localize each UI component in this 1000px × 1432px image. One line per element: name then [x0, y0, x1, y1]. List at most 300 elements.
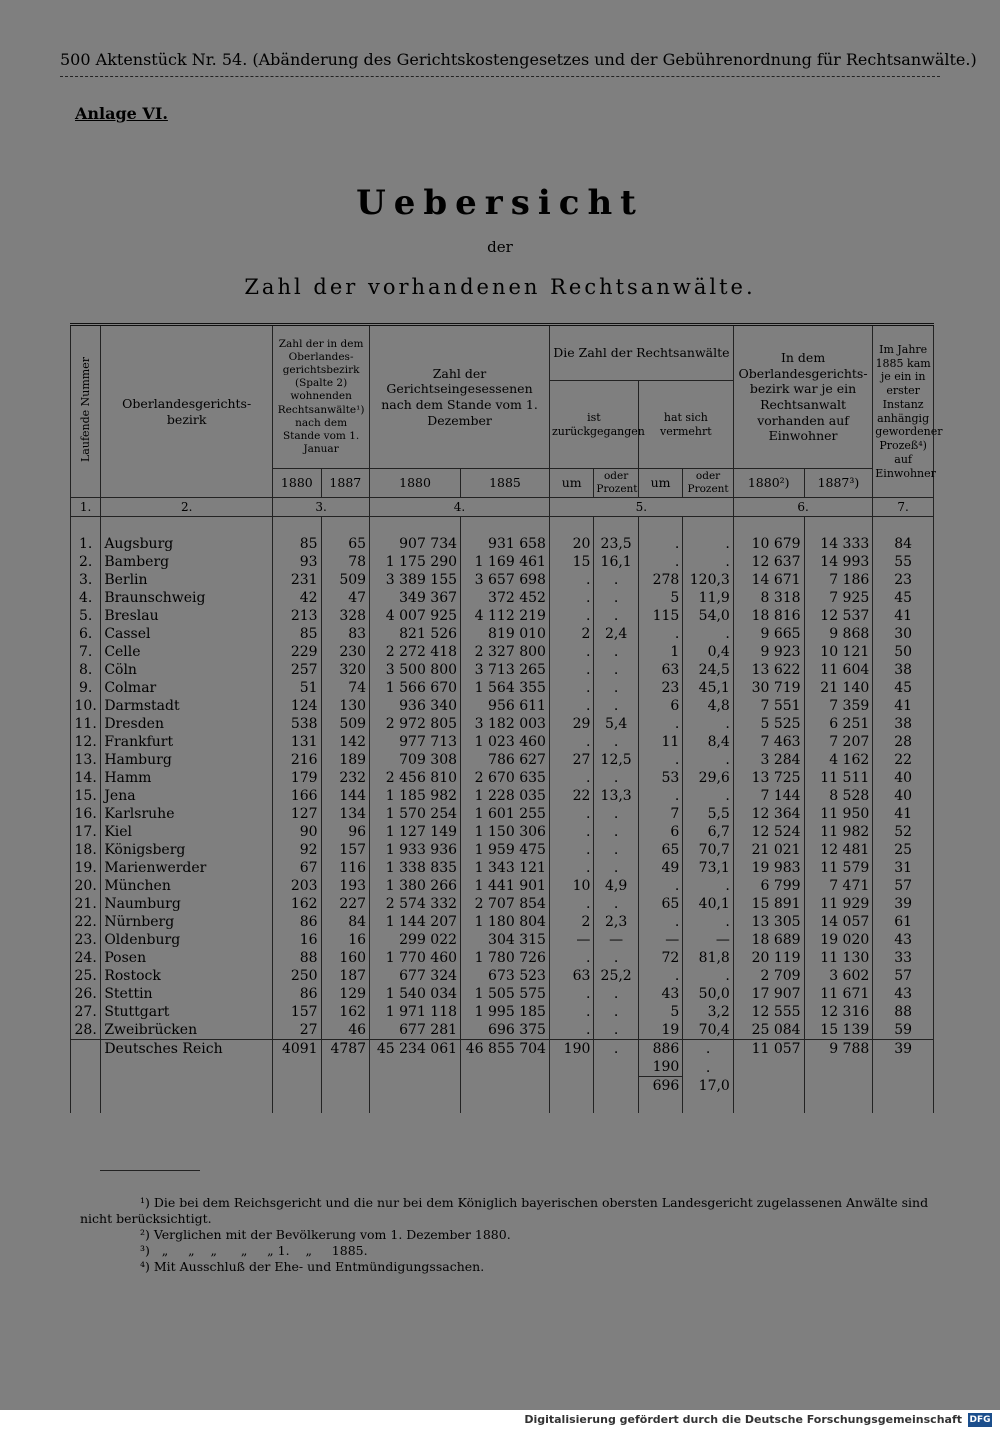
cell-ve-pct: 0,4 [683, 643, 734, 661]
cell-ge1880: 3 389 155 [370, 571, 461, 589]
statistics-table [70, 323, 943, 1113]
cell-ra1887: 509 [321, 571, 370, 589]
cell-proz: 45 [873, 589, 934, 607]
cell-zu-pct: . [594, 805, 638, 823]
cell-ve-um: 72 [638, 949, 682, 967]
cell-ve-pct: . [683, 913, 734, 931]
col-prozesse: Im Jahre 1885 kam je ein in erster Instanz anhängig gewordener Prozeß⁴) auf Einwohner [873, 325, 934, 498]
cell-nr: 5. [71, 607, 101, 625]
cell-ra1887: 187 [321, 967, 370, 985]
cell-zu-um: . [549, 895, 593, 913]
cell-ve-pct: 3,2 [683, 1003, 734, 1021]
cell-proz: 43 [873, 931, 934, 949]
cell-ew1887: 11 671 [804, 985, 873, 1003]
cell-ge1880: 4 007 925 [370, 607, 461, 625]
cell-ew1887: 11 511 [804, 769, 873, 787]
cell-name: Braunschweig [101, 589, 273, 607]
cell-ve-pct: . [683, 553, 734, 571]
cell-proz: 43 [873, 985, 934, 1003]
total-ve-um: 886 [638, 1040, 682, 1059]
cell-ew1887: 7 207 [804, 733, 873, 751]
cell-ew1887: 14 333 [804, 535, 873, 553]
cell-proz: 22 [873, 751, 934, 769]
cell-nr: 4. [71, 589, 101, 607]
cell-name: Zweibrücken [101, 1021, 273, 1040]
cell-ew1880: 7 144 [733, 787, 804, 805]
cell-ew1887: 21 140 [804, 679, 873, 697]
cell-ew1880: 3 284 [733, 751, 804, 769]
table-row [71, 715, 934, 733]
cell-zu-um: . [549, 571, 593, 589]
cell-ew1887: 11 579 [804, 859, 873, 877]
cell-zu-pct: . [594, 661, 638, 679]
cell-ew1880: 12 364 [733, 805, 804, 823]
cell-ve-um: 63 [638, 661, 682, 679]
cell-nr: 14. [71, 769, 101, 787]
col-vermehrt: hat sich vermehrt [638, 381, 733, 469]
cell-ew1880: 14 671 [733, 571, 804, 589]
cell-nr: 25. [71, 967, 101, 985]
table-row [71, 643, 934, 661]
cell-ge1880: 2 272 418 [370, 643, 461, 661]
cell-ve-pct: . [683, 967, 734, 985]
cell-ra1887: 134 [321, 805, 370, 823]
cell-zu-um: . [549, 679, 593, 697]
cell-ra1887: 74 [321, 679, 370, 697]
cell-nr: 18. [71, 841, 101, 859]
cell-ew1880: 12 637 [733, 553, 804, 571]
cell-name: Cöln [101, 661, 273, 679]
cell-ra1887: 84 [321, 913, 370, 931]
total-ew1880: 11 057 [733, 1040, 804, 1059]
cell-ra1887: 65 [321, 535, 370, 553]
table-row [71, 895, 934, 913]
cell-nr: 26. [71, 985, 101, 1003]
cell-name: Oldenburg [101, 931, 273, 949]
footer-text: Digitalisierung gefördert durch die Deutsche Forschungsgemeinschaft [524, 1413, 962, 1426]
cell-zu-pct: 2,4 [594, 625, 638, 643]
cell-ge1885: 1 564 355 [461, 679, 550, 697]
cell-zu-pct: . [594, 589, 638, 607]
cell-ra1887: 96 [321, 823, 370, 841]
cell-ra1880: 85 [273, 535, 322, 553]
cell-ra1880: 67 [273, 859, 322, 877]
cell-nr: 6. [71, 625, 101, 643]
cell-ge1880: 821 526 [370, 625, 461, 643]
cell-ve-um: 6 [638, 697, 682, 715]
cell-ge1880: 1 566 670 [370, 679, 461, 697]
table-row [71, 949, 934, 967]
cell-ew1887: 7 186 [804, 571, 873, 589]
cell-ve-pct: . [683, 751, 734, 769]
cell-ge1880: 349 367 [370, 589, 461, 607]
cell-ra1887: 230 [321, 643, 370, 661]
cell-proz: 31 [873, 859, 934, 877]
cell-ge1880: 3 500 800 [370, 661, 461, 679]
cell-ve-pct: 40,1 [683, 895, 734, 913]
cell-ew1880: 7 551 [733, 697, 804, 715]
cell-ew1880: 13 725 [733, 769, 804, 787]
colnum-7: 7. [873, 498, 934, 517]
anlage-label: Anlage VI. [75, 104, 168, 123]
cell-zu-pct: — [594, 931, 638, 949]
cell-ve-um: 115 [638, 607, 682, 625]
cell-ge1885: 1 343 121 [461, 859, 550, 877]
table-row [71, 1021, 934, 1040]
cell-ve-um: 65 [638, 841, 682, 859]
cell-name: Stuttgart [101, 1003, 273, 1021]
footnote-rule [100, 1170, 200, 1171]
cell-nr: 9. [71, 679, 101, 697]
cell-ve-um: . [638, 535, 682, 553]
cell-ew1880: 13 305 [733, 913, 804, 931]
cell-zu-um: 20 [549, 535, 593, 553]
cell-ve-pct: 73,1 [683, 859, 734, 877]
cell-zu-pct: . [594, 841, 638, 859]
cell-ve-um: 1 [638, 643, 682, 661]
cell-ge1885: 2 707 854 [461, 895, 550, 913]
cell-ve-um: 7 [638, 805, 682, 823]
cell-ra1887: 509 [321, 715, 370, 733]
cell-ge1880: 907 734 [370, 535, 461, 553]
cell-zu-pct: 4,9 [594, 877, 638, 895]
cell-name: Augsburg [101, 535, 273, 553]
cell-ra1880: 216 [273, 751, 322, 769]
cell-proz: 41 [873, 607, 934, 625]
col-gerichtseingesessene: Zahl der Gerichtseingesessenen nach dem Stande vom 1. Dezember [370, 325, 550, 469]
total-ra1880: 4091 [273, 1040, 322, 1059]
cell-proz: 30 [873, 625, 934, 643]
cell-ve-um: 5 [638, 589, 682, 607]
cell-zu-pct: . [594, 733, 638, 751]
cell-ra1880: 257 [273, 661, 322, 679]
table-row [71, 877, 934, 895]
cell-ge1880: 1 338 835 [370, 859, 461, 877]
cell-ew1887: 7 925 [804, 589, 873, 607]
cell-ew1880: 25 084 [733, 1021, 804, 1040]
cell-ge1885: 3 657 698 [461, 571, 550, 589]
cell-ve-um: 23 [638, 679, 682, 697]
cell-ew1880: 19 983 [733, 859, 804, 877]
cell-proz: 45 [873, 679, 934, 697]
cell-ge1885: 304 315 [461, 931, 550, 949]
cell-nr: 2. [71, 553, 101, 571]
footer-bar [0, 1410, 1000, 1432]
cell-ge1880: 1 540 034 [370, 985, 461, 1003]
hdr-1887: 1887 [321, 469, 370, 498]
cell-ge1880: 709 308 [370, 751, 461, 769]
cell-ge1880: 299 022 [370, 931, 461, 949]
cell-ra1880: 88 [273, 949, 322, 967]
footnotes [80, 1195, 940, 1275]
cell-name: Königsberg [101, 841, 273, 859]
cell-ge1885: 1 169 461 [461, 553, 550, 571]
cell-ra1887: 320 [321, 661, 370, 679]
total-name: Deutsches Reich [101, 1040, 273, 1059]
total-minus-row: 190 . [71, 1058, 934, 1077]
cell-ve-um: — [638, 931, 682, 949]
cell-ra1887: 83 [321, 625, 370, 643]
cell-name: Jena [101, 787, 273, 805]
cell-ra1880: 162 [273, 895, 322, 913]
cell-zu-pct: . [594, 643, 638, 661]
subtitle-der: der [487, 238, 513, 256]
total-ra1887: 4787 [321, 1040, 370, 1059]
cell-name: Frankfurt [101, 733, 273, 751]
cell-zu-pct: . [594, 949, 638, 967]
cell-ge1885: 696 375 [461, 1021, 550, 1040]
cell-name: Marienwerder [101, 859, 273, 877]
cell-ew1880: 15 891 [733, 895, 804, 913]
cell-ge1885: 1 228 035 [461, 787, 550, 805]
cell-nr: 16. [71, 805, 101, 823]
cell-ew1880: 30 719 [733, 679, 804, 697]
cell-name: Breslau [101, 607, 273, 625]
subtitle-main: Zahl der vorhandenen Rechtsanwälte. [244, 275, 756, 299]
cell-ge1880: 977 713 [370, 733, 461, 751]
cell-proz: 33 [873, 949, 934, 967]
cell-ra1887: 157 [321, 841, 370, 859]
cell-ge1885: 4 112 219 [461, 607, 550, 625]
cell-ve-pct: . [683, 877, 734, 895]
table-row [71, 859, 934, 877]
cell-name: Hamburg [101, 751, 273, 769]
cell-ge1885: 931 658 [461, 535, 550, 553]
cell-name: Celle [101, 643, 273, 661]
cell-zu-pct: . [594, 571, 638, 589]
cell-name: Hamm [101, 769, 273, 787]
cell-zu-um: 27 [549, 751, 593, 769]
cell-ew1880: 8 318 [733, 589, 804, 607]
cell-ew1880: 7 463 [733, 733, 804, 751]
total-ve-pct: . [683, 1040, 734, 1059]
cell-ve-pct: 4,8 [683, 697, 734, 715]
colnum-5: 5. [549, 498, 733, 517]
total-row [71, 1040, 934, 1059]
cell-ge1880: 1 380 266 [370, 877, 461, 895]
cell-zu-um: . [549, 985, 593, 1003]
cell-ra1880: 27 [273, 1021, 322, 1040]
cell-ve-pct: . [683, 625, 734, 643]
cell-ge1880: 1 570 254 [370, 805, 461, 823]
cell-proz: 39 [873, 895, 934, 913]
cell-zu-pct: . [594, 1021, 638, 1040]
table-row [71, 805, 934, 823]
cell-ge1880: 2 972 805 [370, 715, 461, 733]
table-row [71, 1003, 934, 1021]
cell-ew1887: 10 121 [804, 643, 873, 661]
cell-ra1880: 85 [273, 625, 322, 643]
cell-ew1880: 9 665 [733, 625, 804, 643]
cell-nr: 23. [71, 931, 101, 949]
cell-ve-um: 11 [638, 733, 682, 751]
cell-ve-pct: . [683, 715, 734, 733]
cell-ra1887: 130 [321, 697, 370, 715]
cell-ra1880: 538 [273, 715, 322, 733]
cell-ve-pct: . [683, 535, 734, 553]
cell-ge1885: 1 959 475 [461, 841, 550, 859]
cell-ra1880: 16 [273, 931, 322, 949]
cell-name: Nürnberg [101, 913, 273, 931]
table-row [71, 967, 934, 985]
cell-zu-um: . [549, 589, 593, 607]
cell-ra1887: 129 [321, 985, 370, 1003]
cell-zu-um: . [549, 769, 593, 787]
cell-nr: 11. [71, 715, 101, 733]
hdr-ge-1880: 1880 [370, 469, 461, 498]
cell-ge1880: 1 175 290 [370, 553, 461, 571]
cell-zu-um: . [549, 1021, 593, 1040]
cell-ra1887: 78 [321, 553, 370, 571]
col-zahl-rechtsanwaelte: Die Zahl der Rechtsanwälte [549, 325, 733, 381]
cell-proz: 41 [873, 697, 934, 715]
hdr-zu-um: um [549, 469, 593, 498]
cell-ve-um: . [638, 751, 682, 769]
cell-ve-um: . [638, 625, 682, 643]
cell-ra1880: 131 [273, 733, 322, 751]
table-row [71, 625, 934, 643]
col-einwohner-je-anwalt: In dem Oberlandesgerichts-bezirk war je ein Rechtsanwalt vorhanden auf Einwohner [733, 325, 872, 469]
cell-proz: 28 [873, 733, 934, 751]
cell-nr: 27. [71, 1003, 101, 1021]
cell-name: Rostock [101, 967, 273, 985]
table-row [71, 553, 934, 571]
cell-ew1880: 20 119 [733, 949, 804, 967]
cell-name: Darmstadt [101, 697, 273, 715]
total-minus: 190 [638, 1058, 682, 1077]
cell-ra1887: 193 [321, 877, 370, 895]
colnum-2: 2. [101, 498, 273, 517]
cell-ge1880: 2 456 810 [370, 769, 461, 787]
cell-ve-um: 43 [638, 985, 682, 1003]
cell-zu-um: . [549, 1003, 593, 1021]
cell-ve-pct: 70,7 [683, 841, 734, 859]
cell-ve-pct: 29,6 [683, 769, 734, 787]
cell-ve-um: . [638, 715, 682, 733]
cell-ew1880: 2 709 [733, 967, 804, 985]
cell-ve-um: . [638, 877, 682, 895]
table-row [71, 679, 934, 697]
cell-ra1880: 42 [273, 589, 322, 607]
cell-name: Kiel [101, 823, 273, 841]
cell-zu-um: . [549, 805, 593, 823]
cell-ve-pct: . [683, 787, 734, 805]
cell-proz: 25 [873, 841, 934, 859]
col-rechtsanwaelte: Zahl der in dem Oberlandes-gerichtsbezirk (Spalte 2) wohnenden Rechtsanwälte¹) nach dem Stande vom 1. Januar [273, 325, 370, 469]
table-row [71, 661, 934, 679]
table-row [71, 751, 934, 769]
cell-ew1887: 4 162 [804, 751, 873, 769]
cell-name: Dresden [101, 715, 273, 733]
cell-zu-um: 22 [549, 787, 593, 805]
footnote-2: ²) Verglichen mit der Bevölkerung vom 1. Dezember 1880. [140, 1227, 511, 1242]
cell-proz: 88 [873, 1003, 934, 1021]
cell-ve-pct: 50,0 [683, 985, 734, 1003]
cell-ew1880: 21 021 [733, 841, 804, 859]
cell-zu-pct: 25,2 [594, 967, 638, 985]
cell-ge1880: 936 340 [370, 697, 461, 715]
cell-nr: 21. [71, 895, 101, 913]
cell-zu-um: . [549, 841, 593, 859]
cell-ve-um: . [638, 787, 682, 805]
cell-name: Berlin [101, 571, 273, 589]
cell-ge1885: 1 180 804 [461, 913, 550, 931]
cell-ve-pct: 54,0 [683, 607, 734, 625]
hdr-1880: 1880 [273, 469, 322, 498]
cell-ve-pct: 8,4 [683, 733, 734, 751]
cell-ew1887: 7 471 [804, 877, 873, 895]
table-row [71, 733, 934, 751]
cell-ge1885: 819 010 [461, 625, 550, 643]
table-row [71, 985, 934, 1003]
cell-ge1885: 372 452 [461, 589, 550, 607]
cell-name: Naumburg [101, 895, 273, 913]
cell-ew1880: 12 555 [733, 1003, 804, 1021]
cell-ew1880: 17 907 [733, 985, 804, 1003]
header-rule [60, 76, 940, 77]
cell-ra1887: 189 [321, 751, 370, 769]
cell-ew1887: 9 868 [804, 625, 873, 643]
cell-name: Stettin [101, 985, 273, 1003]
cell-ge1880: 1 971 118 [370, 1003, 461, 1021]
cell-ra1887: 162 [321, 1003, 370, 1021]
cell-ge1885: 1 995 185 [461, 1003, 550, 1021]
cell-ew1880: 12 524 [733, 823, 804, 841]
cell-zu-um: . [549, 607, 593, 625]
cell-ge1885: 1 780 726 [461, 949, 550, 967]
total-diff-pct: 17,0 [683, 1077, 734, 1096]
cell-zu-um: . [549, 859, 593, 877]
cell-name: Cassel [101, 625, 273, 643]
total-ge1885: 46 855 704 [461, 1040, 550, 1059]
cell-ew1887: 11 604 [804, 661, 873, 679]
cell-ge1885: 1 150 306 [461, 823, 550, 841]
cell-ge1885: 1 023 460 [461, 733, 550, 751]
cell-ge1880: 677 324 [370, 967, 461, 985]
cell-ra1887: 16 [321, 931, 370, 949]
colnum-1: 1. [71, 498, 101, 517]
cell-ve-um: . [638, 553, 682, 571]
table-row [71, 535, 934, 553]
col-zurueckgegangen: ist zurückgegangen [549, 381, 638, 469]
cell-proz: 50 [873, 643, 934, 661]
cell-ra1880: 86 [273, 913, 322, 931]
cell-ge1885: 956 611 [461, 697, 550, 715]
cell-ew1887: 15 139 [804, 1021, 873, 1040]
cell-ew1880: 9 923 [733, 643, 804, 661]
footnote-4: ⁴) Mit Ausschluß der Ehe- und Entmündigungssachen. [140, 1259, 485, 1274]
cell-name: Posen [101, 949, 273, 967]
cell-ra1887: 47 [321, 589, 370, 607]
cell-ve-um: 65 [638, 895, 682, 913]
cell-zu-pct: . [594, 607, 638, 625]
cell-zu-pct: 23,5 [594, 535, 638, 553]
cell-ge1885: 1 505 575 [461, 985, 550, 1003]
cell-ge1885: 1 441 901 [461, 877, 550, 895]
total-diff: 696 [638, 1077, 682, 1096]
colnum-3: 3. [273, 498, 370, 517]
cell-zu-pct: 5,4 [594, 715, 638, 733]
cell-nr: 20. [71, 877, 101, 895]
cell-ew1887: 12 316 [804, 1003, 873, 1021]
cell-ge1885: 673 523 [461, 967, 550, 985]
cell-zu-pct: . [594, 1003, 638, 1021]
cell-ve-um: 278 [638, 571, 682, 589]
cell-ew1887: 11 929 [804, 895, 873, 913]
cell-nr: 10. [71, 697, 101, 715]
cell-ew1887: 7 359 [804, 697, 873, 715]
cell-zu-pct: . [594, 985, 638, 1003]
